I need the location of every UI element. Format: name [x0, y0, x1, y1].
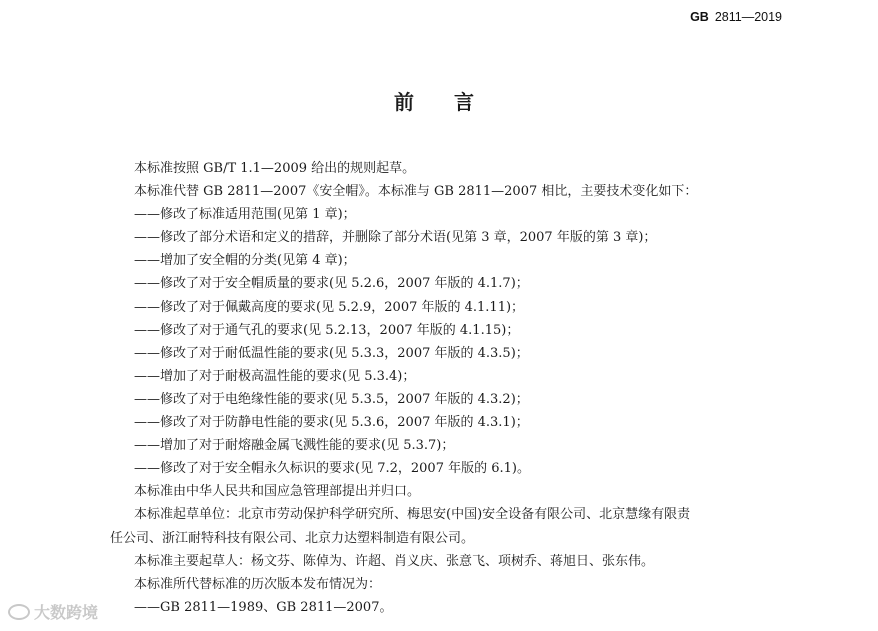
change-item: ——修改了部分术语和定义的措辞，并删除了部分术语(见第 3 章，2007 年版的第 3 章)；	[134, 230, 657, 246]
watermark-text: 大数跨境	[34, 603, 99, 622]
paragraph-history-versions: ——GB 2811—1989、GB 2811—2007。	[134, 599, 393, 615]
paragraph-drafting-units-line1: 本标准起草单位：北京市劳动保护科学研究所、梅思安(中国)安全设备有限公司、北京慧缘有限责	[134, 507, 691, 523]
watermark-logo-icon	[8, 604, 30, 620]
change-item: ——修改了对于电绝缘性能的要求(见 5.3.5，2007 年版的 4.3.2)；	[134, 391, 529, 407]
standard-code	[690, 10, 782, 24]
paragraph-replaces: 本标准代替 GB 2811—2007《安全帽》。本标准与 GB 2811—2007 相比，主要技术变化如下：	[134, 184, 698, 200]
change-item: ——修改了对于佩戴高度的要求(见 5.2.9，2007 年版的 4.1.11)；	[134, 299, 525, 315]
change-item: ——修改了对于防静电性能的要求(见 5.3.6，2007 年版的 4.3.1)；	[134, 415, 529, 431]
change-item: ——修改了对于安全帽质量的要求(见 5.2.6，2007 年版的 4.1.7)；	[134, 276, 529, 292]
change-item: ——修改了对于耐低温性能的要求(见 5.3.3，2007 年版的 4.3.5)；	[134, 345, 529, 361]
paragraph-drafting-units-line2: 任公司、浙江耐特科技有限公司、北京力达塑料制造有限公司。	[110, 530, 475, 546]
watermark	[8, 600, 98, 623]
change-item: ——修改了标准适用范围(见第 1 章)；	[134, 207, 356, 223]
paragraph-drafters: 本标准主要起草人：杨文芬、陈倬为、许超、肖义庆、张意飞、项树乔、蒋旭日、张东伟。	[134, 553, 655, 569]
change-item: ——增加了对于耐极高温性能的要求(见 5.3.4)；	[134, 368, 416, 384]
standard-prefix: GB	[690, 10, 709, 24]
foreword-body	[110, 157, 784, 619]
page-title: 前言	[394, 90, 514, 114]
standard-number: 2811—2019	[714, 10, 782, 24]
change-item: ——增加了安全帽的分类(见第 4 章)；	[134, 253, 356, 269]
change-item: ——修改了对于通气孔的要求(见 5.2.13，2007 年版的 4.1.15)；	[134, 322, 520, 338]
paragraph-drafting-rules: 本标准按照 GB/T 1.1—2009 给出的规则起草。	[134, 161, 416, 176]
change-item: ——修改了对于安全帽永久标识的要求(见 7.2，2007 年版的 6.1)。	[134, 461, 530, 477]
paragraph-proposer: 本标准由中华人民共和国应急管理部提出并归口。	[134, 484, 421, 500]
paragraph-history-intro: 本标准所代替标准的历次版本发布情况为：	[134, 576, 382, 592]
change-item: ——增加了对于耐熔融金属飞溅性能的要求(见 5.3.7)；	[134, 438, 455, 454]
